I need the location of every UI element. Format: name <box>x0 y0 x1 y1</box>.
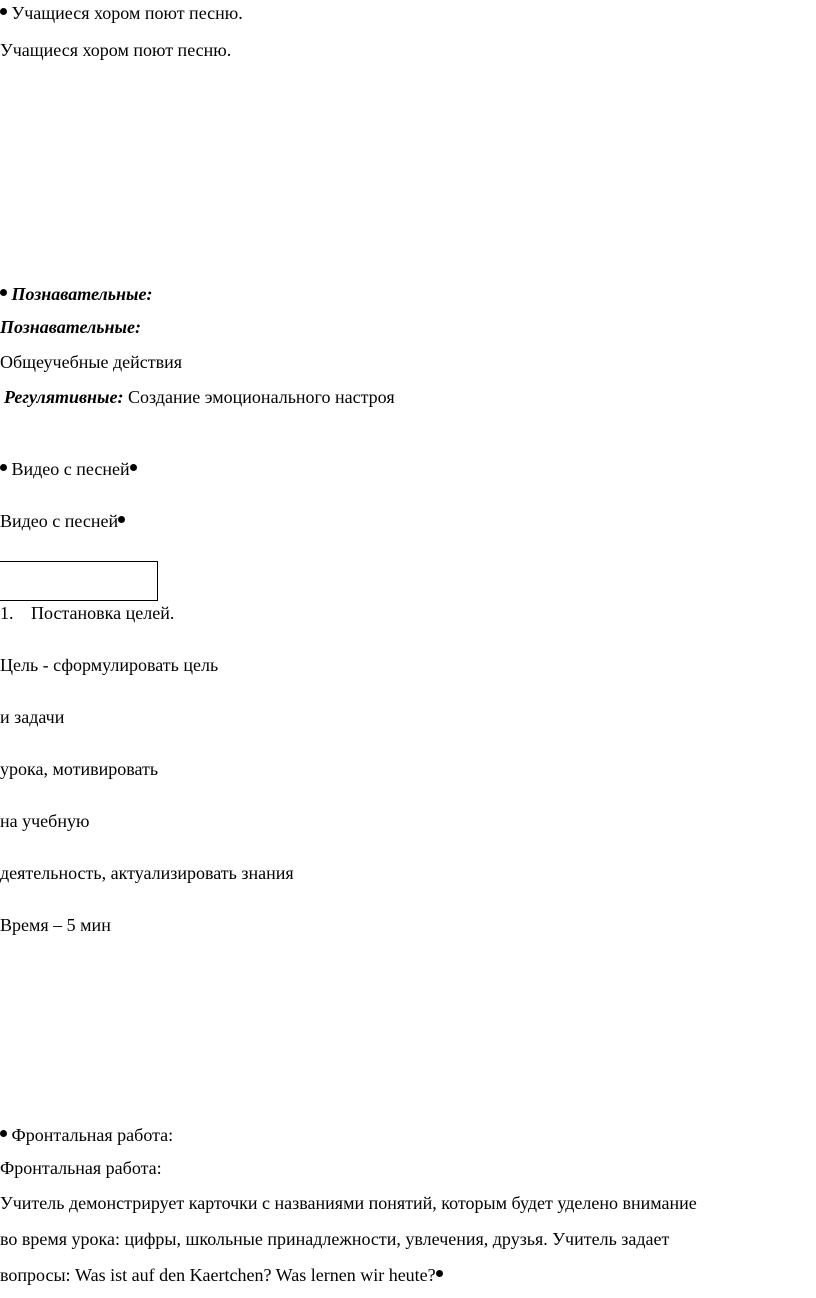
bullet-line-video <box>0 458 137 480</box>
text-choir-sing: Учащиеся хором поют песню. <box>11 3 243 23</box>
line-questions <box>0 1264 443 1286</box>
text-goal: Цель - сформулировать цель <box>0 655 219 675</box>
bullet-icon <box>0 289 7 296</box>
bullet-icon <box>0 464 7 471</box>
line-regulatory <box>4 386 395 408</box>
bullet-icon <box>436 1270 443 1277</box>
text-learning: на учебную <box>0 811 90 831</box>
label-regulatory: Регулятивные: <box>4 387 124 407</box>
heading-frontal-work: Фронтальная работа: <box>11 1125 174 1145</box>
bullet-icon <box>118 516 125 523</box>
text-choir-sing-plain: Учащиеся хором поют песню. <box>0 40 232 60</box>
text-motivate: урока, мотивировать <box>0 759 159 779</box>
bullet-icon <box>130 464 137 471</box>
text-video-song: Видео с песней <box>11 459 130 479</box>
text-general-actions: Общеучебные действия <box>0 352 183 372</box>
text-teacher-cards: Учитель демонстрирует карточки с названиями понятий, которым будет уделено внимание <box>0 1193 697 1213</box>
empty-cell-box <box>0 561 158 601</box>
bullet-line-cognitive <box>0 283 152 305</box>
numbered-item-goals <box>0 602 174 624</box>
bullet-icon <box>0 1130 7 1137</box>
text-activity: деятельность, актуализировать знания <box>0 863 294 883</box>
bullet-line-choir <box>0 2 243 24</box>
text-goal-setting: Постановка целей. <box>31 603 175 623</box>
text-teacher-questions: вопросы: Was ist auf den Kaertchen? Was lernen wir heute? <box>0 1265 436 1285</box>
line-video-plain <box>0 510 125 532</box>
bullet-icon <box>0 8 7 15</box>
text-emotional-mood: Создание эмоционального настроя <box>128 387 395 407</box>
item-number: 1. <box>0 603 14 623</box>
heading-frontal-work-plain: Фронтальная работа: <box>0 1158 162 1178</box>
bullet-line-frontal <box>0 1124 173 1146</box>
text-video-song-plain: Видео с песней <box>0 511 119 531</box>
text-time: Время – 5 мин <box>0 915 111 935</box>
text-tasks: и задачи <box>0 707 65 727</box>
text-lesson-topics: во время урока: цифры, школьные принадлежности, увлечения, друзья. Учитель задает <box>0 1229 670 1249</box>
heading-cognitive-plain: Познавательные: <box>0 317 141 337</box>
heading-cognitive: Познавательные: <box>11 284 153 304</box>
